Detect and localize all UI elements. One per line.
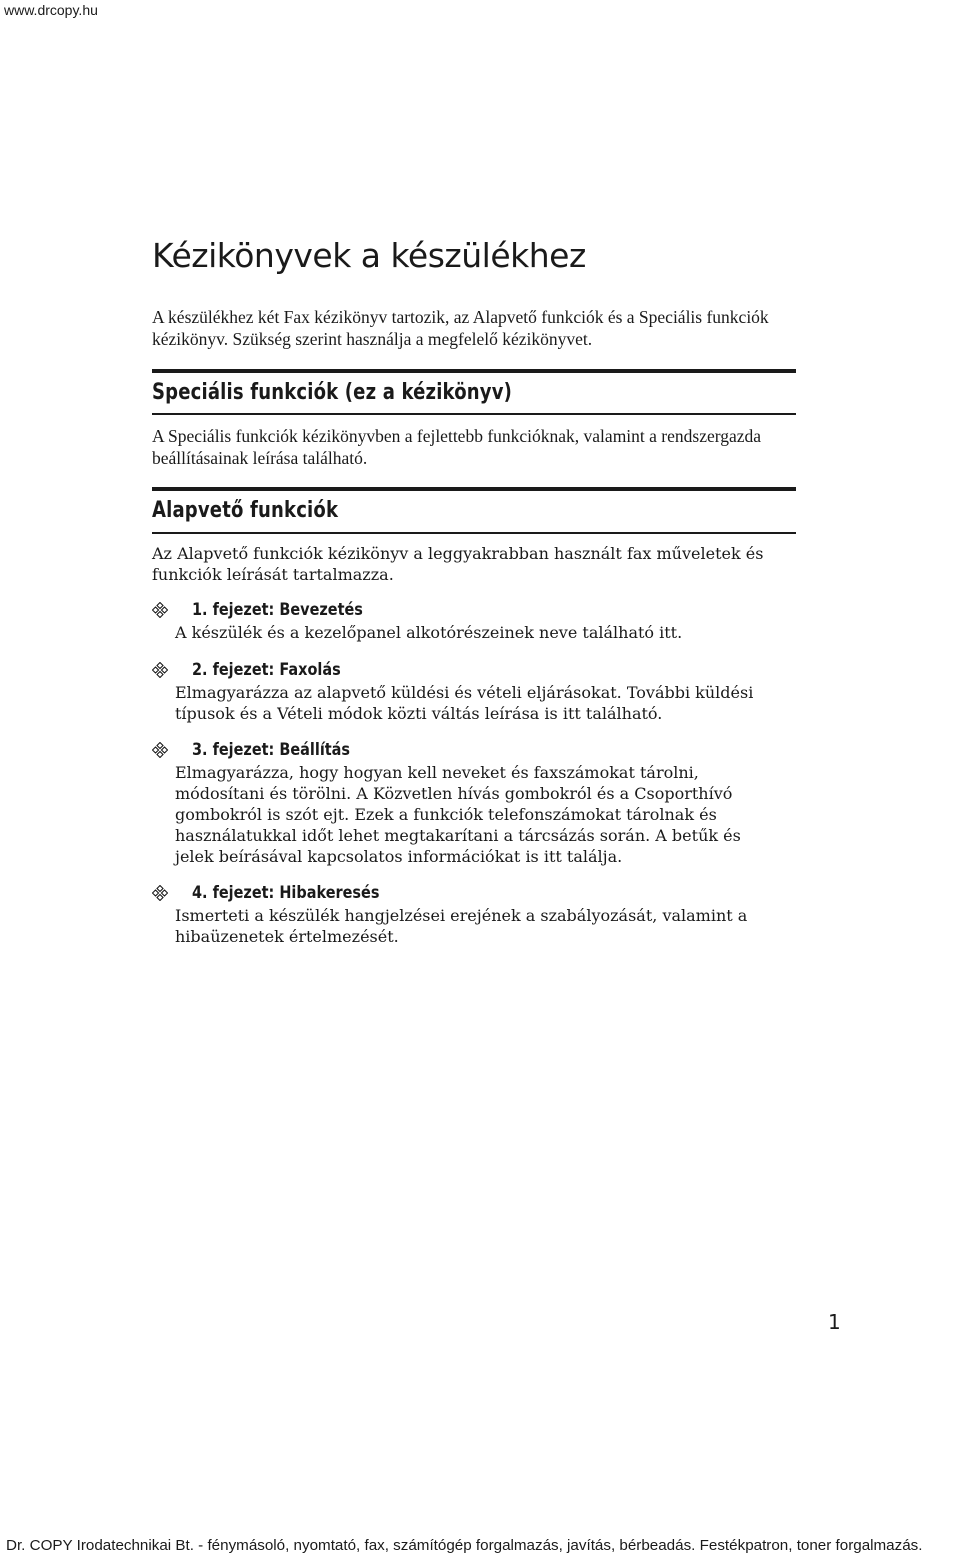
header-watermark: www.drcopy.hu <box>4 2 98 18</box>
section-rule-bottom <box>152 532 796 534</box>
intro-paragraph: A készülékhez két Fax kézikönyv tartozik, az Alapvető funkciók és a Speciális funkciók kézikönyv. Szükség szerint használja a megfelelő kézikönyvet. <box>152 307 769 349</box>
section-title-special: Speciális funkciók (ez a kézikönyv) <box>152 380 513 405</box>
chapter-description: Elmagyarázza, hogy hogyan kell neveket és faxszámokat tárolni, módosítani és törölni. A Közvetlen hívás gombokról és a Csoporthívó gombokról is szót ejt. Ezek a funkciók telefonszámokat tárolnak és használatukkal időt lehet megtakarítani a tárcsázás során. A betűk és jelek beírásával kapcsolatos információkat is itt találja. <box>175 763 741 866</box>
diamond-cluster-icon <box>152 602 168 618</box>
chapter-description: Elmagyarázza az alapvető küldési és vételi eljárásokat. További küldési típusok és a Vételi módok közti váltás leírása is itt található. <box>175 683 754 723</box>
section-text-basic: Az Alapvető funkciók kézikönyv a leggyakrabban használt fax műveletek és funkciók leírását tartalmazza. <box>152 544 764 584</box>
chapter-title: 1. fejezet: Bevezetés <box>192 600 363 620</box>
chapter-title: 3. fejezet: Beállítás <box>192 740 351 760</box>
page-number: 1 <box>828 1310 841 1334</box>
chapter-title: 4. fejezet: Hibakeresés <box>192 883 380 903</box>
section-text-special: A Speciális funkciók kézikönyvben a fejlettebb funkcióknak, valamint a rendszergazda beállításainak leírása található. <box>152 426 762 468</box>
section-rule-bottom <box>152 413 796 415</box>
diamond-cluster-icon <box>152 662 168 678</box>
chapter-description: Ismerteti a készülék hangjelzései erejének a szabályozását, valamint a hibaüzenetek értelmezését. <box>175 906 748 946</box>
section-title-basic: Alapvető funkciók <box>152 498 339 523</box>
diamond-cluster-icon <box>152 885 168 901</box>
diamond-cluster-icon <box>152 742 168 758</box>
section-rule-top <box>152 369 796 373</box>
page-title: Kézikönyvek a készülékhez <box>152 236 586 275</box>
chapter-title: 2. fejezet: Faxolás <box>192 660 341 680</box>
chapter-description: A készülék és a kezelőpanel alkotórészeinek neve található itt. <box>175 623 683 642</box>
footer-watermark: Dr. COPY Irodatechnikai Bt. - fénymásoló, nyomtató, fax, számítógép forgalmazás, javítás, bérbeadás. Festékpatron, toner forgalmazás. <box>6 1537 923 1554</box>
section-rule-top <box>152 487 796 491</box>
